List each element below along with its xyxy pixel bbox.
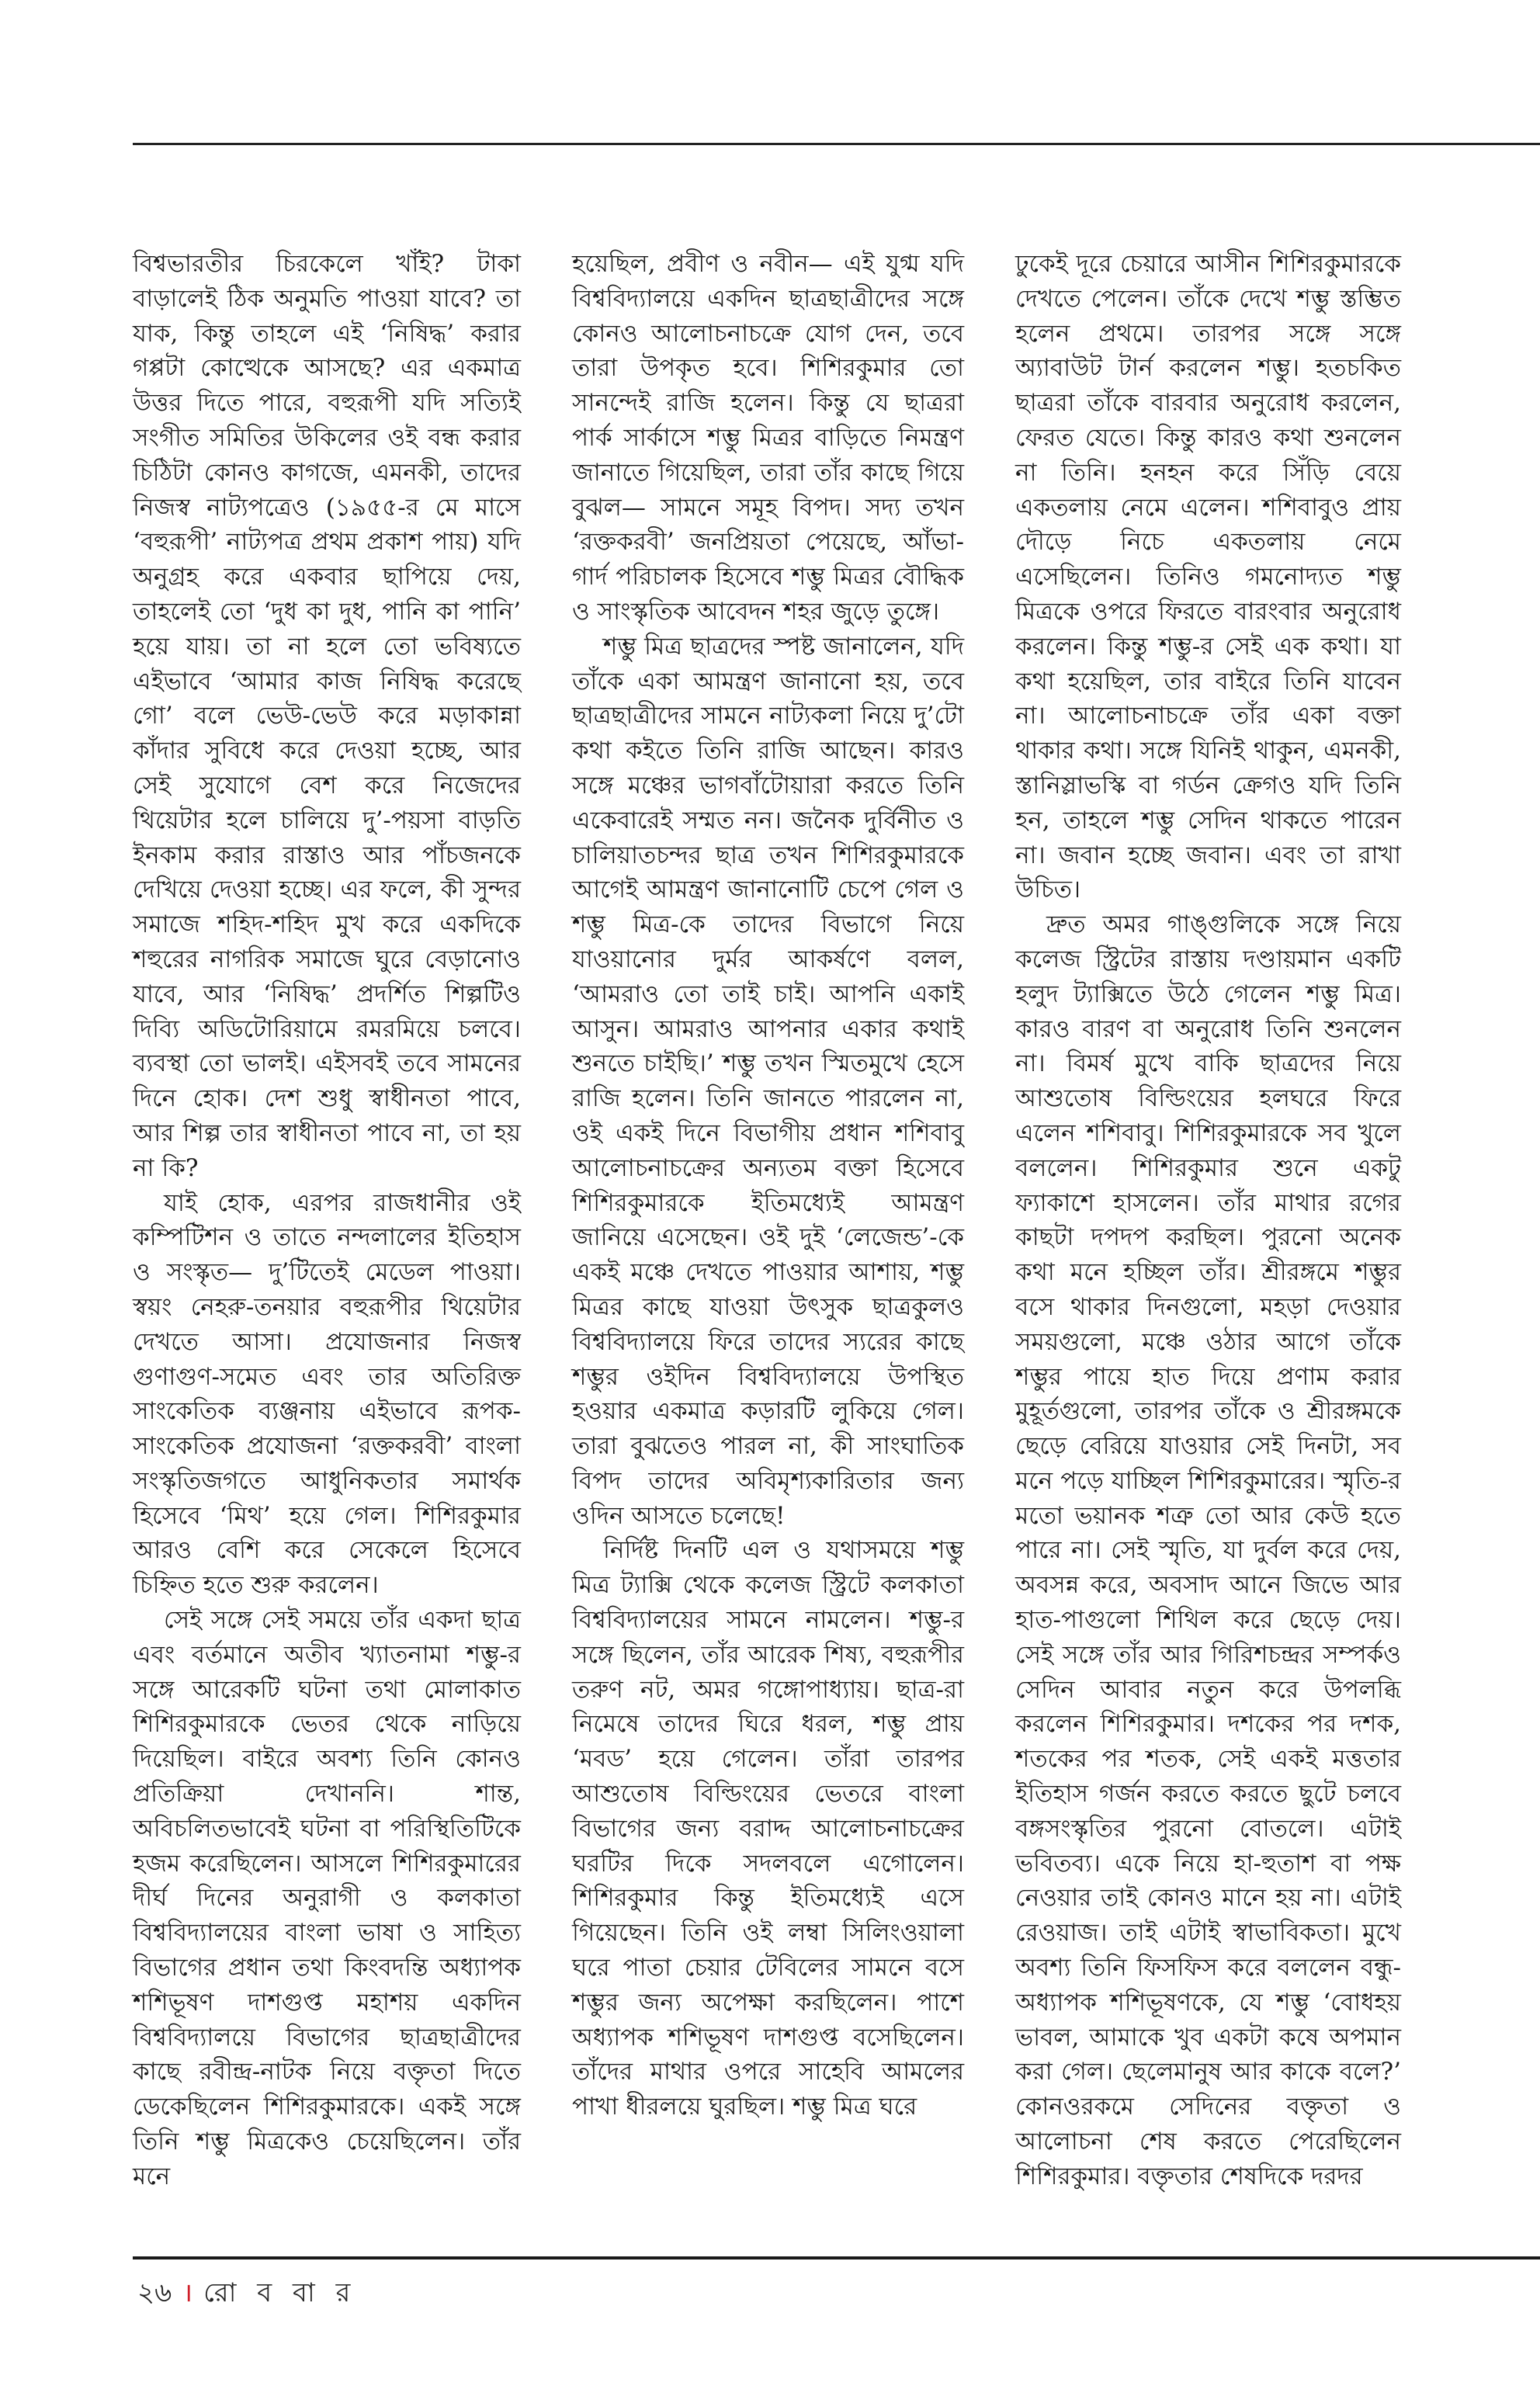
paragraph: ঢুকেই দূরে চেয়ারে আসীন শিশিরকুমারকে দেখতে পেলেন। তাঁকে দেখে শম্ভু স্তম্ভিত হলেন প্রথমে। তারপর সঙ্গে সঙ্গে অ্যাবাউট টার্ন করলেন শম্ভু। হতচকিত ছাত্ররা তাঁকে বারবার অনুরোধ করলেন, ফেরত যেতে। কিন্তু কারও কথা শুনলেন না তিনি। হনহন করে সিঁড়ি বেয়ে একতলায় নেমে এলেন। শশিবাবুও প্রায় দৌড়ে নিচে একতলায় নেমে এসেছিলেন। তিনিও গমনোদ্যত শম্ভু মিত্রকে ওপরে ফিরতে বারংবার অনুরোধ করলেন। কিন্তু শম্ভু-র সেই এক কথা। যা কথা হয়েছিল, তার বাইরে তিনি যাবেন না। আলোচনাচক্রে তাঁর একা বক্তা থাকার কথা। সঙ্গে যিনিই থাকুন, এমনকী, স্তানিস্লাভস্কি বা গর্ডন ক্রেগও যদি তিনি হন, তাহলে শম্ভু সেদিন থাকতে পারেন না। জবান হচ্ছে জবান। এবং তা রাখা উচিত। (1015, 250, 1401, 904)
paragraph: শম্ভু মিত্র ছাত্রদের স্পষ্ট জানালেন, যদি তাঁকে একা আমন্ত্রণ জানানো হয়, তবে ছাত্রছাত্রীদের সামনে নাট্যকলা নিয়ে দু’টো কথা কইতে তিনি রাজি আছেন। কারও সঙ্গে মঞ্চের ভাগবাঁটোয়ারা করতে তিনি একেবারেই সম্মত নন। জনৈক দুর্বিনীত ও চালিয়াতচন্দর ছাত্র তখন শিশিরকুমারকে আগেই আমন্ত্রণ জানানোটি চেপে গেল ও শম্ভু মিত্র-কে তাদের বিভাগে নিয়ে যাওয়ানোর দুর্মর আকর্ষণে বলল, ‘আমরাও তো তাই চাই। আপনি একাই আসুন। আমরাও আপনার একার কথাই শুনতে চাইছি।’ শম্ভু তখন স্মিতমুখে হেসে রাজি হলেন। তিনি জানতে পারলেন না, ওই একই দিনে বিভাগীয় প্রধান শশিবাবু আলোচনাচক্রের অন্যতম বক্তা হিসেবে শিশিরকুমারকে ইতিমধ্যেই আমন্ত্রণ জানিয়ে এসেছেন। ওই দুই ‘লেজেন্ড’-কে একই মঞ্চে দেখতে পাওয়ার আশায়, শম্ভু মিত্রর কাছে যাওয়া উৎসুক ছাত্রকুলও বিশ্ববিদ্যালয়ে ফিরে তাদের স্যরের কাছে শম্ভুর ওইদিন বিশ্ববিদ্যালয়ে উপস্থিত হওয়ার একমাত্র কড়ারটি লুকিয়ে গেল। তারা বুঝতেও পারল না, কী সাংঘাতিক বিপদ তাদের অবিমৃশ্যকারিতার জন্য ওদিন আসতে চলেছে! (572, 632, 964, 1530)
page-number: ২৬ (137, 2277, 172, 2308)
paragraph: যাই হোক, এরপর রাজধানীর ওই কম্পিটিশন ও তাতে নন্দলালের ইতিহাস ও সংস্কৃত— দু’টিতেই মেডেল পাওয়া। স্বয়ং নেহরু-তনয়ার বহুরূপীর থিয়েটার দেখতে আসা। প্রযোজনার নিজস্ব গুণাগুণ-সমেত এবং তার অতিরিক্ত সাংকেতিক ব্যঞ্জনায় এইভাবে রূপক-সাংকেতিক প্রযোজনা ‘রক্তকরবী’ বাংলা সংস্কৃতিজগতে আধুনিকতার সমার্থক হিসেবে ‘মিথ’ হয়ে গেল। শিশিরকুমার আরও বেশি করে সেকেলে হিসেবে চিহ্নিত হতে শুরু করলেন। (133, 1188, 521, 1600)
article-column-3 (1015, 247, 1401, 2194)
footer-separator: । (182, 2277, 193, 2308)
magazine-name: রো ব বা র (203, 2277, 357, 2308)
paragraph: নির্দিষ্ট দিনটি এল ও যথাসময়ে শম্ভু মিত্র ট্যাক্সি থেকে কলেজ স্ট্রিটে কলকাতা বিশ্ববিদ্যালয়ের সামনে নামলেন। শম্ভু-র সঙ্গে ছিলেন, তাঁর আরেক শিষ্য, বহুরূপীর তরুণ নট, অমর গঙ্গোপাধ্যায়। ছাত্র-রা নিমেষে তাদের ঘিরে ধরল, শম্ভু প্রায় ‘মবড’ হয়ে গেলেন। তাঁরা তারপর আশুতোষ বিল্ডিংয়ের ভেতরে বাংলা বিভাগের জন্য বরাদ্দ আলোচনাচক্রের ঘরটির দিকে সদলবলে এগোলেন। শিশিরকুমার কিন্তু ইতিমধ্যেই এসে গিয়েছেন। তিনি ওই লম্বা সিলিংওয়ালা ঘরে পাতা চেয়ার টেবিলের সামনে বসে শম্ভুর জন্য অপেক্ষা করছিলেন। পাশে অধ্যাপক শশিভূষণ দাশগুপ্ত বসেছিলেন। তাঁদের মাথার ওপরে সাহেবি আমলের পাখা ধীরলয়ে ঘুরছিল। শম্ভু মিত্র ঘরে (572, 1536, 964, 2121)
paragraph: দ্রুত অমর গাঙ্গুলিকে সঙ্গে নিয়ে কলেজ স্ট্রিটের রাস্তায় দণ্ডায়মান একটি হলুদ ট্যাক্সিতে উঠে গেলেন শম্ভু মিত্র। কারও বারণ বা অনুরোধ তিনি শুনলেন না। বিমর্ষ মুখে বাকি ছাত্রদের নিয়ে আশুতোষ বিল্ডিংয়ের হলঘরে ফিরে এলেন শশিবাবু। শিশিরকুমারকে সব খুলে বললেন। শিশিরকুমার শুনে একটু ফ্যাকাশে হাসলেন। তাঁর মাথার রগের কাছটা দপদপ করছিল। পুরনো অনেক কথা মনে হচ্ছিল তাঁর। শ্রীরঙ্গমে শম্ভুর বসে থাকার দিনগুলো, মহড়া দেওয়ার সময়গুলো, মঞ্চে ওঠার আগে তাঁকে শম্ভুর পায়ে হাত দিয়ে প্রণাম করার মুহূর্তগুলো, তারপর তাঁকে ও শ্রীরঙ্গমকে ছেড়ে বেরিয়ে যাওয়ার সেই দিনটা, সব মনে পড়ে যাচ্ছিল শিশিরকুমারের। স্মৃতি-র মতো ভয়ানক শত্রু তো আর কেউ হতে পারে না। সেই স্মৃতি, যা দুর্বল করে দেয়, অবসন্ন করে, অবসাদ আনে জিভে আর হাত-পাগুলো শিথিল করে ছেড়ে দেয়। সেই সঙ্গে তাঁর আর গিরিশচন্দ্রর সম্পর্কও সেদিন আবার নতুন করে উপলব্ধি করলেন শিশিরকুমার। দশকের পর দশক, শতকের পর শতক, সেই একই মত্ততার ইতিহাস গর্জন করতে করতে ছুটে চলবে বঙ্গসংস্কৃতির পুরনো বোতলে। এটাই ভবিতব্য। একে নিয়ে হা-হুতাশ বা পক্ষ নেওয়ার তাই কোনও মানে হয় না। এটাই রেওয়াজ। তাই এটাই স্বাভাবিকতা। মুখে অবশ্য তিনি ফিসফিস করে বললেন বন্ধু-অধ্যাপক শশিভূষণকে, যে শম্ভু ‘বোধহয় ভাবল, আমাকে খুব একটা কষে অপমান করা গেল। ছেলেমানুষ আর কাকে বলে?’ কোনওরকমে সেদিনের বক্তৃতা ও আলোচনা শেষ করতে পেরেছিলেন শিশিরকুমার। বক্তৃতার শেষদিকে দরদর (1015, 910, 1401, 2190)
page-footer (137, 2273, 356, 2317)
paragraph: বিশ্বভারতীর চিরকেলে খাঁই? টাকা বাড়ালেই ঠিক অনুমতি পাওয়া যাবে? তা যাক, কিন্তু তাহলে এই ‘নিষিদ্ধ’ করার গপ্পটা কোত্থেকে আসছে? এর একমাত্র উত্তর দিতে পারে, বহুরূপী যদি সত্যিই সংগীত সমিতির উকিলের ওই বন্ধ করার চিঠিটা কোনও কাগজে, এমনকী, তাদের নিজস্ব নাট্যপত্রেও (১৯৫৫-র মে মাসে ‘বহুরূপী’ নাট্যপত্র প্রথম প্রকাশ পায়) যদি অনুগ্রহ করে একবার ছাপিয়ে দেয়, তাহলেই তো ‘দুধ কা দুধ, পানি কা পানি’ হয়ে যায়। তা না হলে তো ভবিষ্যতে এইভাবে ‘আমার কাজ নিষিদ্ধ করেছে গো’ বলে ভেউ-ভেউ করে মড়াকান্না কাঁদার সুবিধে করে দেওয়া হচ্ছে, আর সেই সুযোগে বেশ করে নিজেদের থিয়েটার হলে চালিয়ে দু’-পয়সা বাড়তি ইনকাম করার রাস্তাও আর পাঁচজনকে দেখিয়ে দেওয়া হচ্ছে। এর ফলে, কী সুন্দর সমাজে শহিদ-শহিদ মুখ করে একদিকে শহুরের নাগরিক সমাজে ঘুরে বেড়ানোও যাবে, আর ‘নিষিদ্ধ’ প্রদর্শিত শিল্পটিও দিব্যি অডিটোরিয়ামে রমরমিয়ে চলবে। ব্যবস্থা তো ভালই। এইসবই তবে সামনের দিনে হোক। দেশ শুধু স্বাধীনতা পাবে, আর শিল্প তার স্বাধীনতা পাবে না, তা হয় না কি? (133, 250, 521, 1182)
paragraph: হয়েছিল, প্রবীণ ও নবীন— এই যুগ্ম যদি বিশ্ববিদ্যালয়ে একদিন ছাত্রছাত্রীদের সঙ্গে কোনও আলোচনাচক্রে যোগ দেন, তবে তারা উপকৃত হবে। শিশিরকুমার তো সানন্দেই রাজি হলেন। কিন্তু যে ছাত্ররা পার্ক সার্কাসে শম্ভু মিত্রর বাড়িতে নিমন্ত্রণ জানাতে গিয়েছিল, তারা তাঁর কাছে গিয়ে বুঝল— সামনে সমূহ বিপদ। সদ্য তখন ‘রক্তকরবী’ জনপ্রিয়তা পেয়েছে, আঁভা-গার্দ পরিচালক হিসেবে শম্ভু মিত্রর বৌদ্ধিক ও সাংস্কৃতিক আবেদন শহর জুড়ে তুঙ্গে। (572, 250, 964, 626)
footer-rule (133, 2256, 1540, 2259)
paragraph: সেই সঙ্গে সেই সময়ে তাঁর একদা ছাত্র এবং বর্তমানে অতীব খ্যাতনামা শম্ভু-র সঙ্গে আরেকটি ঘটনা তথা মোলাকাত শিশিরকুমারকে ভেতর থেকে নাড়িয়ে দিয়েছিল। বাইরে অবশ্য তিনি কোনও প্রতিক্রিয়া দেখাননি। শান্ত, অবিচলিতভাবেই ঘটনা বা পরিস্থিতিটিকে হজম করেছিলেন। আসলে শিশিরকুমারের দীর্ঘ দিনের অনুরাগী ও কলকাতা বিশ্ববিদ্যালয়ের বাংলা ভাষা ও সাহিত্য বিভাগের প্রধান তথা কিংবদন্তি অধ্যাপক শশিভূষণ দাশগুপ্ত মহাশয় একদিন বিশ্ববিদ্যালয়ে বিভাগের ছাত্রছাত্রীদের কাছে রবীন্দ্র-নাটক নিয়ে বক্তৃতা দিতে ডেকেছিলেন শিশিরকুমারকে। একই সঙ্গে তিনি শম্ভু মিত্রকেও চেয়েছিলেন। তাঁর মনে (133, 1606, 521, 2190)
article-column-2 (572, 247, 964, 2124)
header-rule (133, 143, 1540, 145)
article-column-1 (133, 247, 521, 2194)
